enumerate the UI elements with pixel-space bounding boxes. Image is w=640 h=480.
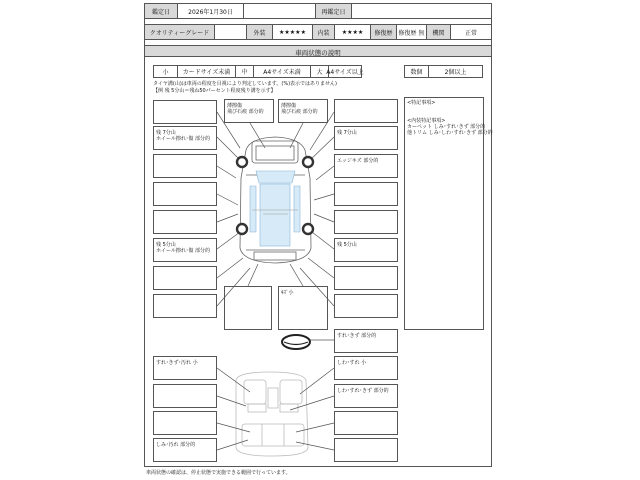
condition-title: 車両状態の説明 (295, 49, 341, 57)
rear-spot-text: ｷｽﾞ小 (281, 290, 294, 296)
car-glass (250, 171, 300, 246)
wheel-front-left (237, 157, 247, 167)
inspection-date-value: 2026年1月30日 (178, 4, 244, 18)
seat-right-upper-text: しわ･すれ 小 (337, 360, 367, 366)
wheel-rear-left (237, 224, 247, 234)
reinspection-date-label: 再鑑定日 (316, 4, 352, 18)
interior-notes-carpet: カーペット しみ･すれ･きず 部分的 (407, 124, 486, 130)
interior-notes-heading: <内装特記事項> (407, 118, 446, 124)
size-large-label: 大 (311, 66, 329, 77)
footer-note: 車両状態の確認は、停止状態で実施できる範囲で行っています。 (146, 470, 291, 476)
special-notes-title: <特記事項> (407, 100, 436, 106)
engine-label: 機関 (427, 25, 451, 39)
size-medium-desc: A4サイズ未満 (254, 66, 311, 77)
quality-grade-label: クオリティーグレード (145, 25, 215, 39)
tread-note-line1: タイヤ溝(山)は車両の程度を目視により判定しています。(%)表示ではありません) (153, 81, 338, 87)
wheel-rear-right (303, 224, 313, 234)
front-right-wheel-text: 残 7分山 (337, 130, 357, 136)
interior-notes-trim: 他トリム しみ･しわ･すれ･きず 部分的 (407, 130, 493, 136)
repair-history-label: 修復歴 (371, 25, 397, 39)
interior-stars: ★★★★ (335, 25, 371, 39)
count-label: 数個 (405, 66, 429, 77)
right-edge-text: エッジキズ 部分的 (337, 158, 379, 164)
size-medium-label: 中 (236, 66, 254, 77)
front-bumper-left-text: 薄擦傷 飛び石痕 部分的 (227, 103, 264, 115)
size-small-desc: カードサイズ未満 (178, 66, 236, 77)
inspection-date-label: 鑑定日 (145, 4, 178, 18)
rear-right-wheel-text: 残 5分山 (337, 242, 357, 248)
exterior-stars: ★★★★★ (273, 25, 313, 39)
exterior-label: 外装 (247, 25, 273, 39)
interior-seat-diagram (236, 372, 308, 456)
count-desc: 2個以上 (444, 69, 467, 76)
wheel-front-right (303, 157, 313, 167)
engine-value: 正常 (464, 29, 477, 37)
size-large-desc: A4サイズ以上 (326, 69, 364, 76)
seat-right-mid-text: しわ･すれ･きず 部分的 (337, 388, 389, 394)
seat-left-text: すれ･きず･汚れ 小 (156, 360, 198, 366)
steering-text: すれ･きず 部分的 (337, 333, 377, 339)
interior-label: 内装 (313, 25, 335, 39)
tread-note-line2: 【例 残 5分山＝残ね50パーセント程度残り溝を示す】 (153, 88, 276, 94)
steering-wheel-icon (282, 335, 310, 349)
front-left-wheel-text: 残 7分山 ホイール擦れ･傷 部分的 (156, 130, 210, 142)
size-small-label: 小 (154, 66, 178, 77)
seat-rear-left-text: しみ･汚れ 部分的 (156, 442, 196, 448)
repair-history-value: 修復歴 無 (397, 25, 427, 39)
front-bumper-right-text: 薄擦傷 飛び石痕 部分的 (281, 103, 318, 115)
rear-left-wheel-text: 残 5分山 ホイール擦れ･傷 部分的 (156, 242, 210, 254)
